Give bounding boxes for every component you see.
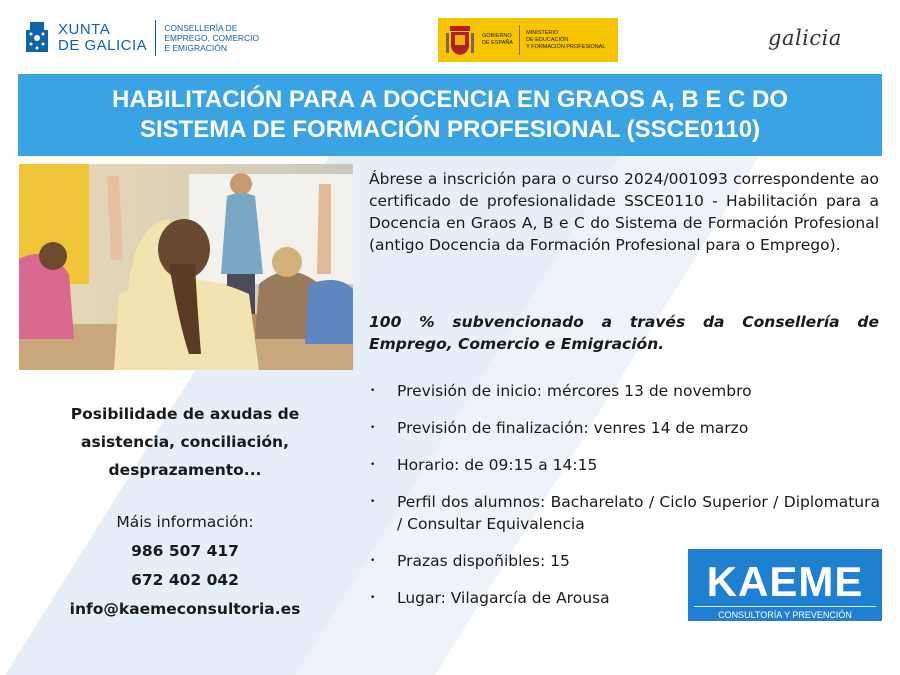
- bullet-icon: •: [370, 497, 376, 507]
- bullet-icon: •: [370, 423, 376, 433]
- classroom-illustration: [19, 164, 353, 370]
- ministry-name-line3: Y FORMACIÓN PROFESIONAL: [526, 43, 606, 50]
- detail-end-date: [370, 417, 880, 439]
- detail-text: Previsión de inicio: mércores 13 de novembro: [397, 382, 752, 400]
- detail-schedule: [370, 454, 880, 476]
- kaeme-tagline: CONSULTORÍA Y PREVENCIÓN: [694, 606, 876, 621]
- government-name-line2: DE ESPAÑA: [482, 40, 514, 46]
- contact-phone[interactable]: 986 507 417: [131, 542, 239, 560]
- galicia-logo: galicia: [768, 26, 842, 50]
- ministry-name-line2: DE EDUCACIÓN: [526, 36, 569, 43]
- xunta-name: [58, 22, 147, 54]
- kaeme-name: KAEME: [706, 558, 864, 605]
- contact-phone[interactable]: 672 402 042: [131, 571, 239, 589]
- government-name-line1: GOBIERNO: [482, 33, 512, 39]
- header: [0, 0, 900, 70]
- coat-of-arms-icon: [446, 23, 474, 57]
- xunta-department: [164, 23, 259, 53]
- bullet-icon: •: [370, 460, 376, 470]
- aid-line: asistencia, conciliación,: [81, 433, 289, 451]
- page-title-line1: HABILITACIÓN PARA A DOCENCIA EN GRAOS A, B E C DO: [111, 86, 788, 113]
- government-name: [482, 33, 513, 47]
- classroom-photo: [19, 164, 353, 370]
- subsidy-note: 100 % subvencionado a través da Consellería de Emprego, Comercio e Emigración.: [369, 313, 879, 353]
- kaeme-logo: [688, 549, 882, 621]
- page-title: [112, 85, 788, 145]
- detail-start-date: [370, 380, 880, 402]
- contact-heading: Máis información:: [116, 513, 254, 531]
- xunta-logo: [24, 20, 259, 56]
- xunta-name-line2: DE GALICIA: [58, 37, 148, 54]
- course-description: Ábrese a inscrición para o curso 2024/001093 correspondente ao certificado de profesionalidade SSCE0110 - Habilitación para a Docencia en Graos A, B e C do Sistema de Formación Profesional (antigo Docencia da Formación Profesional para o Emprego).: [369, 170, 879, 254]
- divider: [155, 20, 156, 56]
- contact-email[interactable]: info@kaemeconsultoria.es: [69, 600, 301, 618]
- xunta-emblem-icon: [24, 20, 50, 56]
- xunta-department-line2: EMPREGO, COMERCIO: [164, 33, 260, 43]
- government-logo: [438, 18, 618, 62]
- title-banner: [18, 74, 882, 156]
- detail-student-profile: [370, 491, 880, 535]
- xunta-department-line3: E EMIGRACIÓN: [164, 43, 228, 53]
- ministry-name: [526, 30, 605, 51]
- detail-text: Lugar: Vilagarcía de Arousa: [397, 589, 610, 607]
- contact-info: [40, 508, 330, 624]
- xunta-name-line1: XUNTA: [58, 21, 111, 38]
- bullet-icon: •: [370, 556, 376, 566]
- aid-line: Posibilidade de axudas de: [70, 405, 300, 423]
- aid-line: desprazamento...: [108, 461, 262, 479]
- detail-text: Perfil dos alumnos: Bacharelato / Ciclo Superior / Diplomatura / Consultar Equivalencia: [397, 493, 880, 533]
- xunta-department-line1: CONSELLERÍA DE: [164, 23, 238, 33]
- detail-text: Previsión de finalización: venres 14 de marzo: [397, 419, 749, 437]
- bullet-icon: •: [370, 386, 376, 396]
- detail-text: Prazas dispoñibles: 15: [397, 552, 570, 570]
- detail-text: Horario: de 09:15 a 14:15: [397, 456, 598, 474]
- aid-note: [40, 400, 330, 484]
- divider: [519, 25, 520, 55]
- bullet-icon: •: [370, 593, 376, 603]
- ministry-name-line1: MINISTERIO: [526, 29, 559, 36]
- page-title-line2: SISTEMA DE FORMACIÓN PROFESIONAL (SSCE0110): [139, 116, 761, 143]
